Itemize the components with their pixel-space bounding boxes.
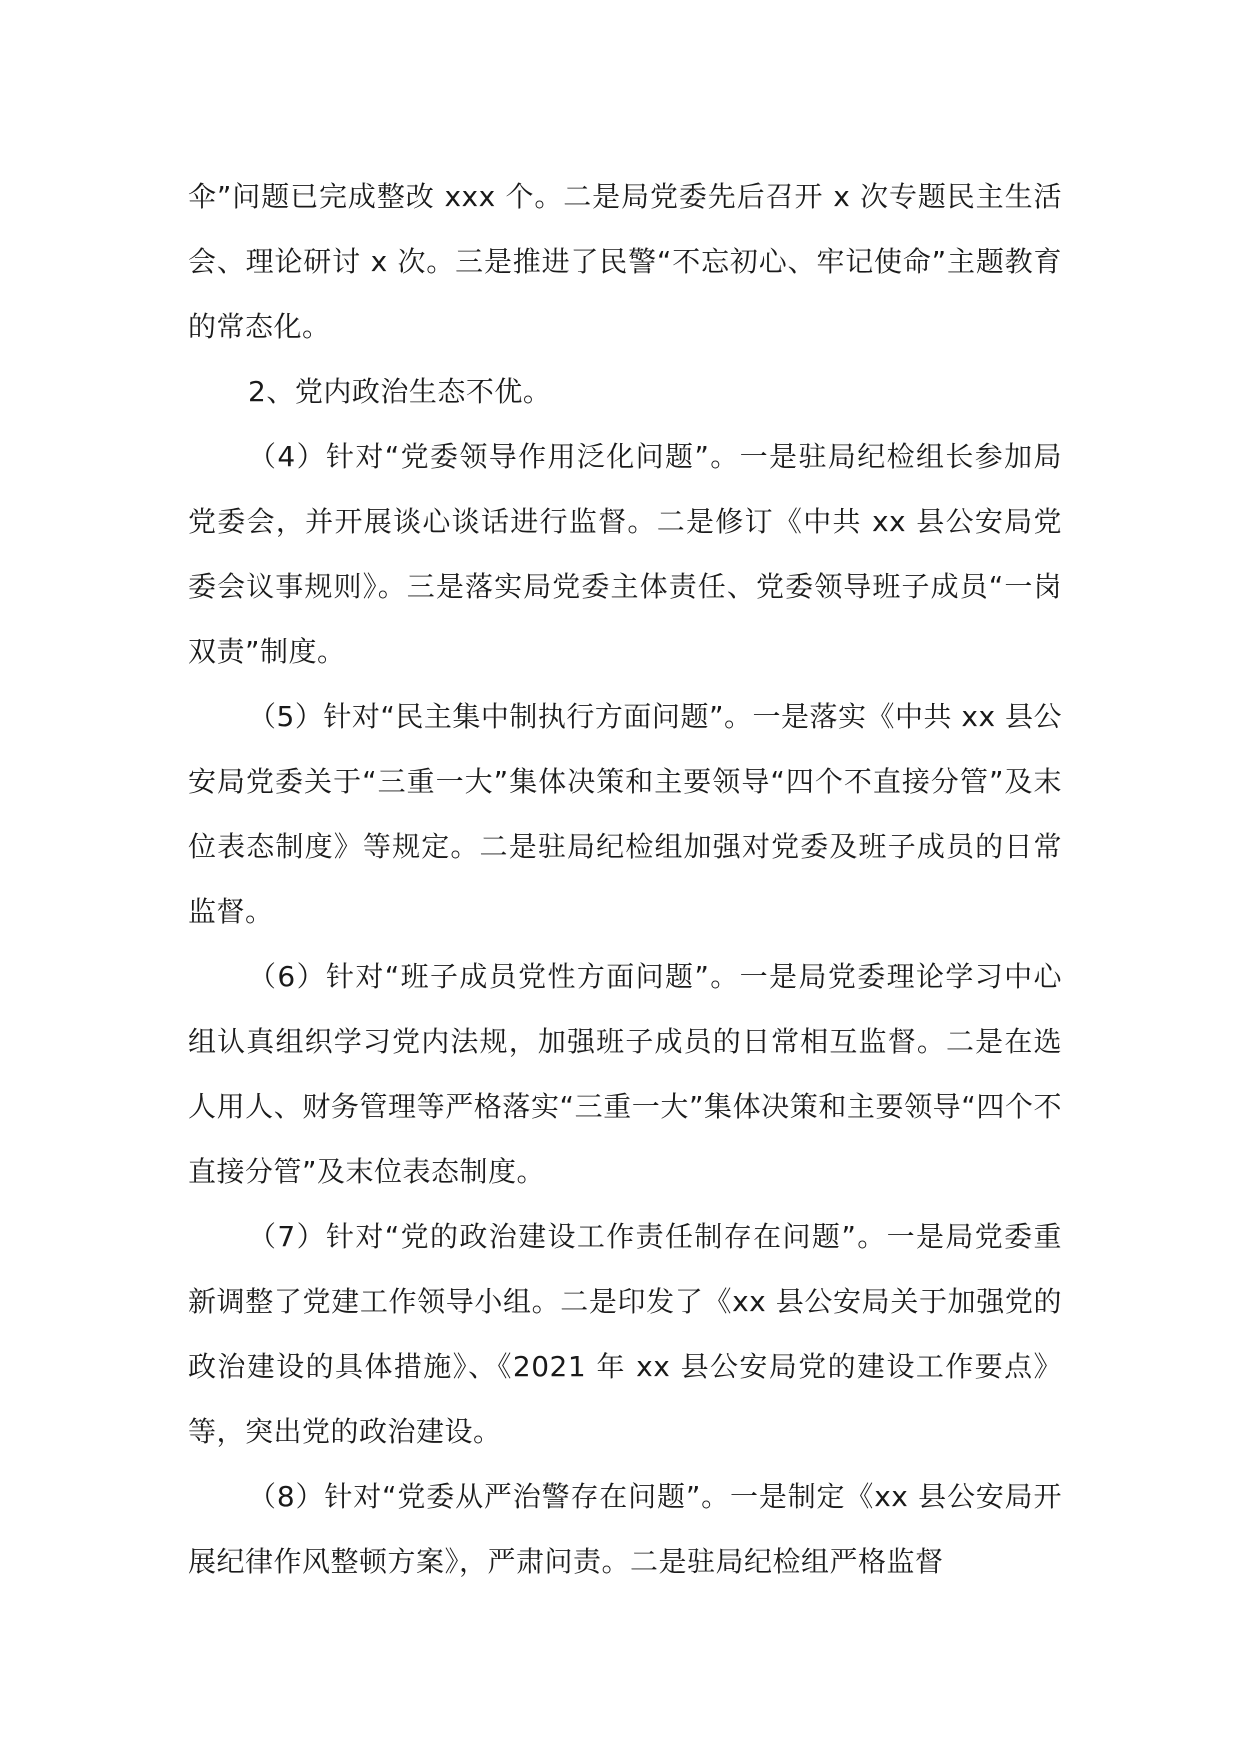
paragraph: （8）针对“党委从严治警存在问题”。一是制定《xx 县公安局开展纪律作风整顿方案》，严肃问责。二是驻局纪检组严格监督 <box>188 1480 1062 1578</box>
paragraph: （5）针对“民主集中制执行方面问题”。一是落实《中共 xx 县公安局党委关于“三重一大”集体决策和主要领导“四个不直接分管”及末位表态制度》等规定。二是驻局纪检组加强对党委及班子成员的日常监督。 <box>188 700 1062 928</box>
paragraph: 伞”问题已完成整改 xxx 个。二是局党委先后召开 x 次专题民主生活会、理论研讨 x 次。三是推进了民警“不忘初心、牢记使命”主题教育的常态化。 <box>188 180 1062 343</box>
paragraph: （7）针对“党的政治建设工作责任制存在问题”。一是局党委重新调整了党建工作领导小组。二是印发了《xx 县公安局关于加强党的政治建设的具体措施》、《2021 年 xx 县公安局党的建设工作要点》等，突出党的政治建设。 <box>188 1220 1062 1448</box>
paragraph: （6）针对“班子成员党性方面问题”。一是局党委理论学习中心组认真组织学习党内法规，加强班子成员的日常相互监督。二是在选人用人、财务管理等严格落实“三重一大”集体决策和主要领导“四个不直接分管”及末位表态制度。 <box>188 960 1062 1188</box>
paragraph: 2、党内政治生态不优。 <box>248 375 552 408</box>
document-body <box>188 164 1062 1594</box>
paragraph: （4）针对“党委领导作用泛化问题”。一是驻局纪检组长参加局党委会，并开展谈心谈话进行监督。二是修订《中共 xx 县公安局党委会议事规则》。三是落实局党委主体责任、党委领导班子成员“一岗双责”制度。 <box>188 440 1062 668</box>
